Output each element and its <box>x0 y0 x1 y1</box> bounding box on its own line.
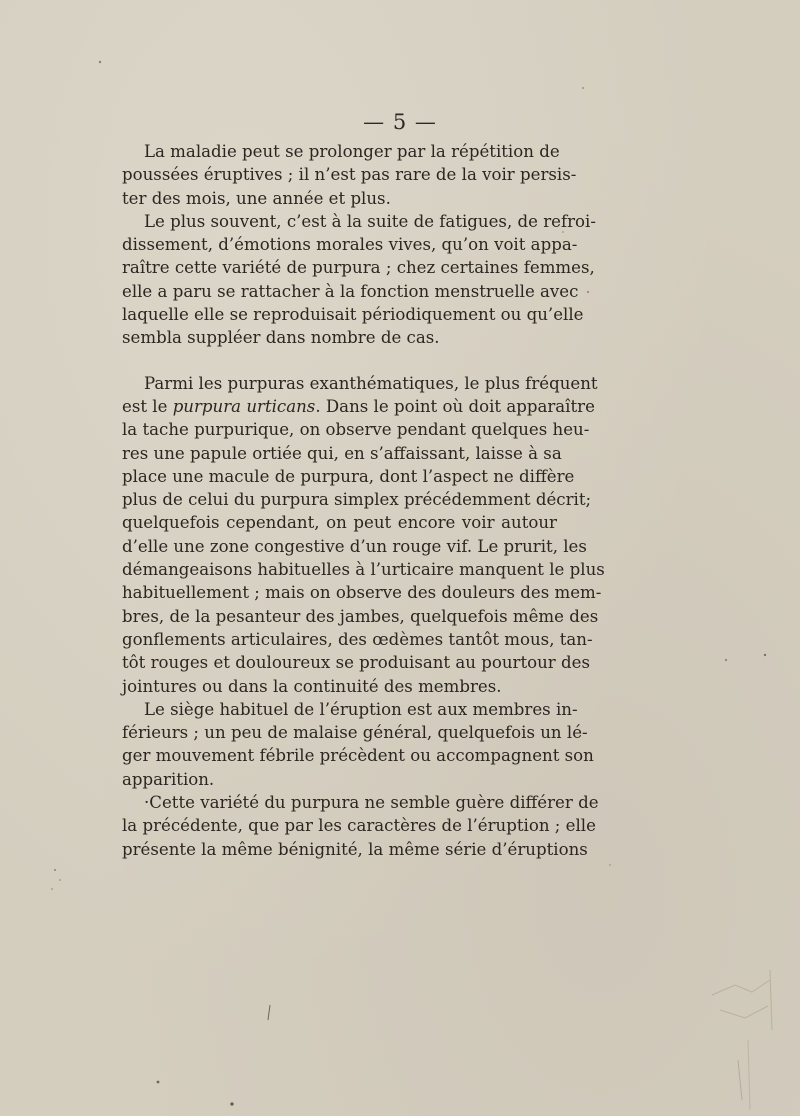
paragraph <box>122 698 594 791</box>
text-line: tôt rouges et douloureux se produisant au pourtour des <box>122 653 590 673</box>
text-line: sembla suppléer dans nombre de cas. <box>122 328 440 348</box>
text-line: poussées éruptives ; il n’est pas rare de la voir persis- <box>122 165 577 185</box>
text-line: quelquefois cependant, on peut encore voir autour <box>122 513 557 533</box>
text-line: gonflements articulaires, des œdèmes tantôt mous, tan- <box>122 629 593 649</box>
text-line: Parmi les purpuras exanthématiques, le plus fréquent <box>144 373 598 393</box>
text-line: apparition. <box>122 769 215 789</box>
text-line: ·Cette variété du purpura ne semble guère différer de <box>144 793 599 813</box>
paragraph <box>122 140 577 210</box>
text-line: férieurs ; un peu de malaise général, quelquefois un lé- <box>122 723 588 743</box>
text-line: la précédente, que par les caractères de l’éruption ; elle <box>122 816 596 836</box>
page-number: — 5 — <box>363 110 437 134</box>
text-line: dissement, d’émotions morales vives, qu’on voit appa- <box>122 235 578 255</box>
text-line: est le purpura urticans. Dans le point où doit apparaître <box>122 396 595 416</box>
text-line: Le siège habituel de l’éruption est aux membres in- <box>144 699 578 719</box>
text-line: laquelle elle se reproduisait périodiquement ou qu’elle <box>122 305 584 325</box>
text-line: ger mouvement fébrile précèdent ou accompagnent son <box>122 746 594 766</box>
text-line: Le plus souvent, c’est à la suite de fatigues, de refroi- <box>144 211 596 231</box>
body-text <box>122 140 605 861</box>
paragraph-gap <box>122 350 557 372</box>
paragraph <box>122 210 596 350</box>
text-line: démangeaisons habituelles à l’urticaire manquent le plus <box>122 560 605 580</box>
paragraph <box>122 791 599 861</box>
text-line: d’elle une zone congestive d’un rouge vif. Le prurit, les <box>122 536 587 556</box>
text-line: la tache purpurique, on observe pendant quelques heu- <box>122 420 590 440</box>
text-line: La maladie peut se prolonger par la répétition de <box>144 142 560 161</box>
text-line: habituellement ; mais on observe des douleurs des mem- <box>122 583 602 603</box>
text-line: plus de celui du purpura simplex précédemment décrit; <box>122 490 592 510</box>
text-line: res une papule ortiée qui, en s’affaissant, laisse à sa <box>122 443 562 463</box>
text-line: elle a paru se rattacher à la fonction menstruelle avec <box>122 281 579 301</box>
text-line: place une macule de purpura, dont l’aspect ne diffère <box>122 466 575 486</box>
text-line: raître cette variété de purpura ; chez certaines femmes, <box>122 258 595 278</box>
text-line: bres, de la pesanteur des jambes, quelquefois même des <box>122 606 599 626</box>
text-line: ter des mois, une année et plus. <box>122 188 391 208</box>
italic-term: purpura urticans <box>172 396 316 416</box>
text-line: jointures ou dans la continuité des membres. <box>122 676 502 696</box>
paragraph <box>122 372 605 698</box>
text-line: présente la même bénignité, la même série d’éruptions <box>122 839 588 859</box>
